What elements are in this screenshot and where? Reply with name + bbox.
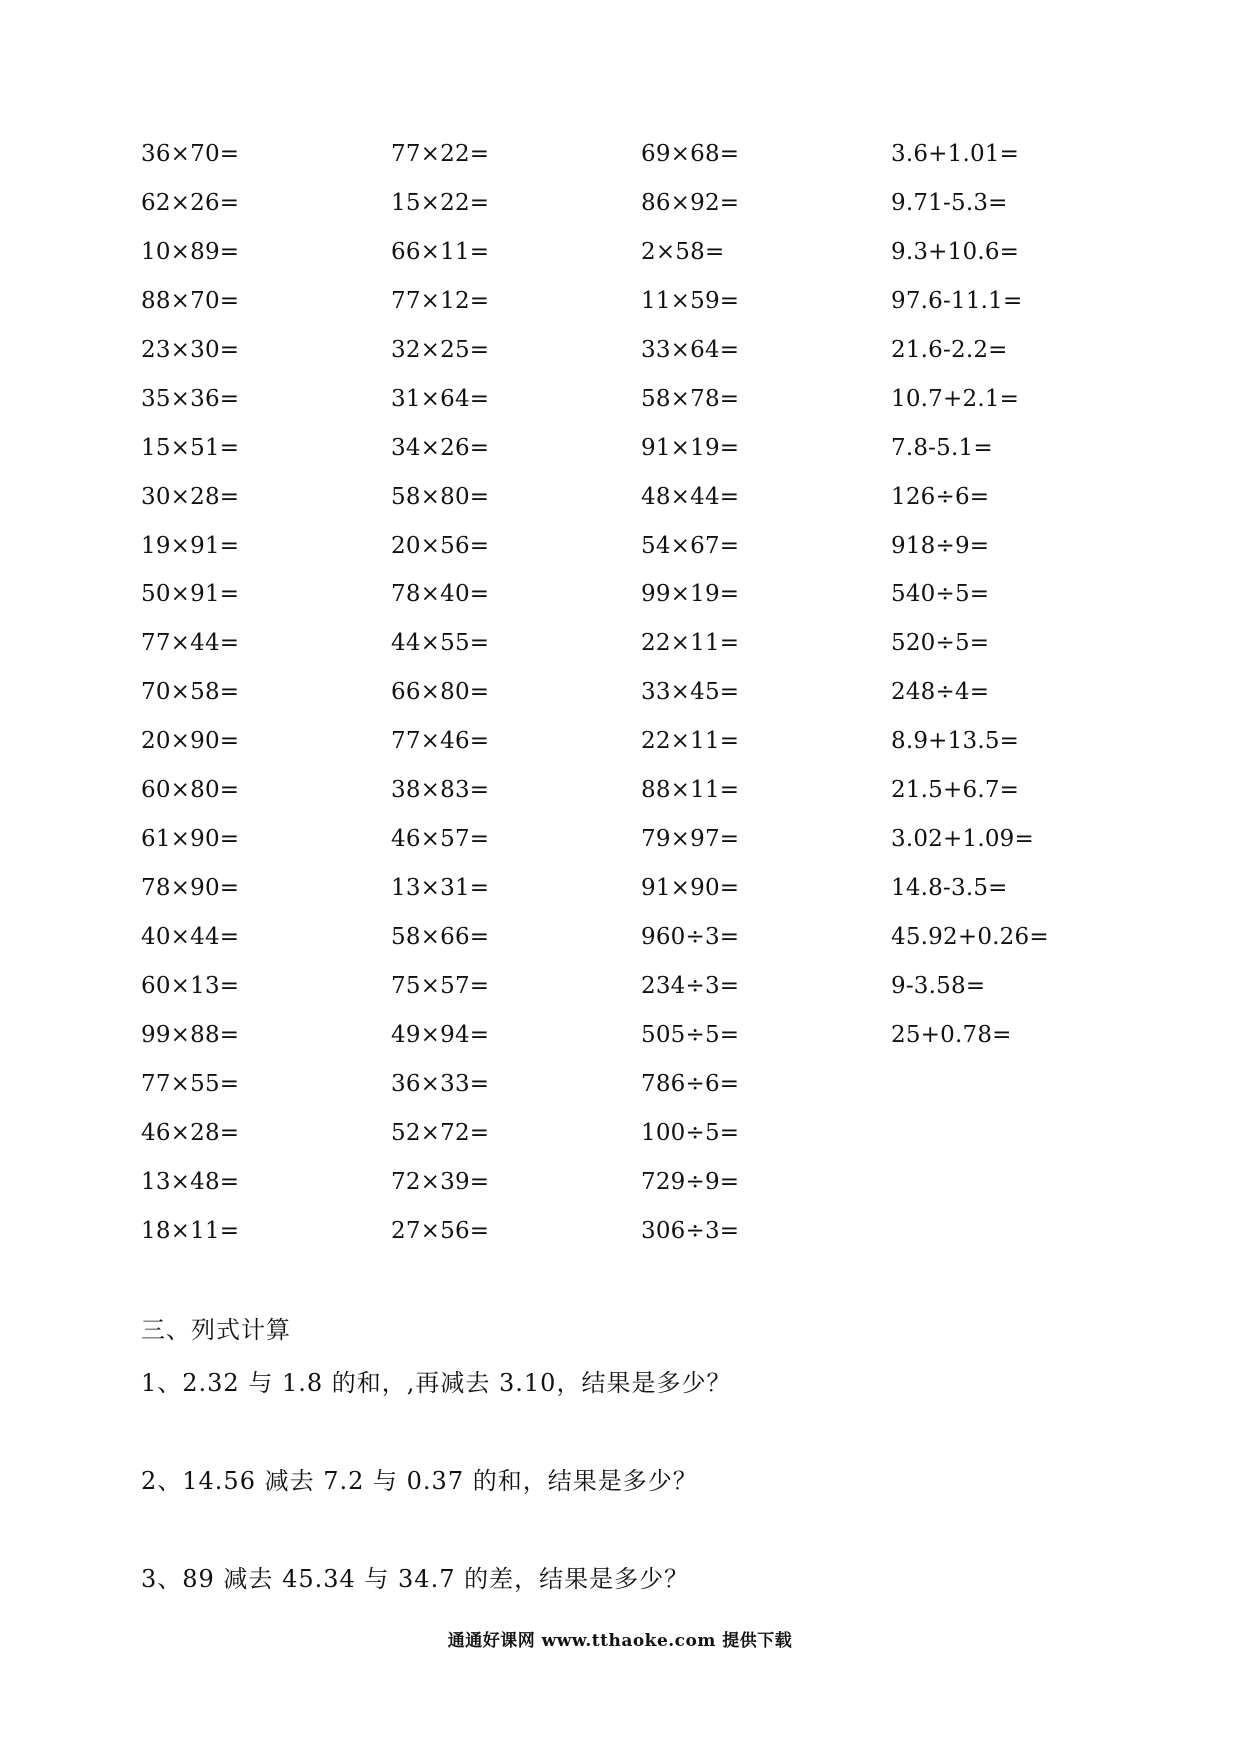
exercise-item: 60×13= — [141, 972, 240, 999]
exercise-item: 786÷6= — [641, 1070, 740, 1097]
exercise-item: 58×80= — [391, 483, 490, 510]
exercise-item: 38×83= — [391, 777, 490, 804]
exercise-item: 234÷3= — [641, 972, 740, 999]
exercise-item: 918÷9= — [891, 532, 990, 559]
exercise-item: 99×88= — [141, 1021, 240, 1048]
exercise-item: 66×80= — [391, 679, 490, 706]
exercise-item: 50×91= — [141, 581, 240, 608]
exercise-item: 22×11= — [641, 630, 740, 657]
exercise-column-1 — [141, 137, 381, 1263]
exercise-item: 505÷5= — [641, 1021, 740, 1048]
exercise-column-3 — [641, 137, 881, 1263]
exercise-column-2 — [391, 137, 631, 1263]
exercise-item: 75×57= — [391, 972, 490, 999]
exercise-item: 36×70= — [141, 141, 240, 167]
exercise-item: 33×64= — [641, 336, 740, 363]
exercise-item: 25+0.78= — [891, 1021, 1012, 1048]
exercise-item: 33×45= — [641, 679, 740, 706]
exercise-item: 45.92+0.26= — [891, 924, 1049, 950]
exercise-item: 62×26= — [141, 189, 240, 216]
exercise-item: 44×55= — [391, 630, 490, 657]
exercise-item: 88×70= — [141, 287, 240, 314]
exercise-item: 58×78= — [641, 385, 740, 412]
exercise-item: 78×40= — [391, 581, 490, 608]
exercise-item: 77×44= — [141, 630, 240, 657]
exercise-item: 10×89= — [141, 238, 240, 265]
exercise-item: 77×12= — [391, 287, 490, 314]
exercise-item: 34×26= — [391, 434, 490, 461]
exercise-item: 79×97= — [641, 826, 740, 853]
exercise-item: 32×25= — [391, 336, 490, 363]
section-title: 三、列式计算 — [141, 1316, 291, 1344]
exercise-item: 10.7+2.1= — [891, 385, 1020, 412]
exercise-item: 3.6+1.01= — [891, 141, 1020, 167]
exercise-item: 36×33= — [391, 1070, 490, 1097]
exercise-item: 35×36= — [141, 385, 240, 412]
exercise-item: 20×90= — [141, 728, 240, 755]
exercise-item: 21.6-2.2= — [891, 336, 1008, 363]
exercise-item: 72×39= — [391, 1168, 490, 1195]
exercise-item: 729÷9= — [641, 1168, 740, 1195]
exercise-item: 21.5+6.7= — [891, 777, 1020, 804]
exercise-item: 14.8-3.5= — [891, 875, 1008, 902]
exercise-item: 66×11= — [391, 238, 490, 265]
exercise-item: 31×64= — [391, 385, 490, 412]
exercise-item: 8.9+13.5= — [891, 728, 1020, 755]
exercise-item: 77×46= — [391, 728, 490, 755]
exercise-item: 52×72= — [391, 1119, 490, 1146]
exercise-item: 23×30= — [141, 336, 240, 363]
exercise-item: 520÷5= — [891, 630, 990, 657]
exercise-item: 9-3.58= — [891, 972, 986, 999]
exercise-item: 540÷5= — [891, 581, 990, 608]
exercise-item: 88×11= — [641, 777, 740, 804]
exercise-item: 9.71-5.3= — [891, 189, 1008, 216]
exercise-item: 960÷3= — [641, 924, 740, 950]
exercise-item: 48×44= — [641, 483, 740, 510]
exercise-item: 58×66= — [391, 924, 490, 950]
exercise-item: 27×56= — [391, 1217, 490, 1244]
exercise-item: 2×58= — [641, 238, 725, 265]
exercise-item: 91×19= — [641, 434, 740, 461]
exercise-item: 100÷5= — [641, 1119, 740, 1146]
exercise-item: 9.3+10.6= — [891, 238, 1020, 265]
exercise-item: 13×48= — [141, 1168, 240, 1195]
exercise-item: 60×80= — [141, 777, 240, 804]
exercise-item: 20×56= — [391, 532, 490, 559]
exercise-column-4 — [891, 137, 1131, 1067]
exercise-item: 70×58= — [141, 679, 240, 706]
exercise-item: 78×90= — [141, 875, 240, 902]
exercise-item: 97.6-11.1= — [891, 287, 1023, 314]
exercise-item: 40×44= — [141, 924, 240, 950]
exercise-item: 49×94= — [391, 1021, 490, 1048]
exercise-item: 7.8-5.1= — [891, 434, 993, 461]
exercise-item: 77×22= — [391, 141, 490, 167]
exercise-item: 22×11= — [641, 728, 740, 755]
exercise-item: 91×90= — [641, 875, 740, 902]
word-problem-2: 2、14.56 减去 7.2 与 0.37 的和，结果是多少？ — [141, 1467, 698, 1495]
page-footer: 通通好课网 www.tthaoke.com 提供下载 — [447, 1631, 793, 1651]
exercise-item: 69×68= — [641, 141, 740, 167]
exercise-item: 30×28= — [141, 483, 240, 510]
exercise-item: 99×19= — [641, 581, 740, 608]
exercise-item: 126÷6= — [891, 483, 990, 510]
exercise-item: 86×92= — [641, 189, 740, 216]
exercise-item: 11×59= — [641, 287, 740, 314]
exercise-item: 46×57= — [391, 826, 490, 853]
exercise-item: 15×51= — [141, 434, 240, 461]
exercise-item: 61×90= — [141, 826, 240, 853]
exercise-item: 77×55= — [141, 1070, 240, 1097]
exercise-item: 13×31= — [391, 875, 490, 902]
exercise-item: 46×28= — [141, 1119, 240, 1146]
word-problem-1: 1、2.32 与 1.8 的和，,再减去 3.10，结果是多少？ — [141, 1369, 732, 1397]
word-problem-3: 3、89 减去 45.34 与 34.7 的差，结果是多少？ — [141, 1565, 690, 1593]
exercise-item: 19×91= — [141, 532, 240, 559]
exercise-item: 15×22= — [391, 189, 490, 216]
exercise-item: 54×67= — [641, 532, 740, 559]
exercise-item: 3.02+1.09= — [891, 826, 1034, 853]
exercise-item: 18×11= — [141, 1217, 240, 1244]
exercise-item: 248÷4= — [891, 679, 990, 706]
exercise-item: 306÷3= — [641, 1217, 740, 1244]
